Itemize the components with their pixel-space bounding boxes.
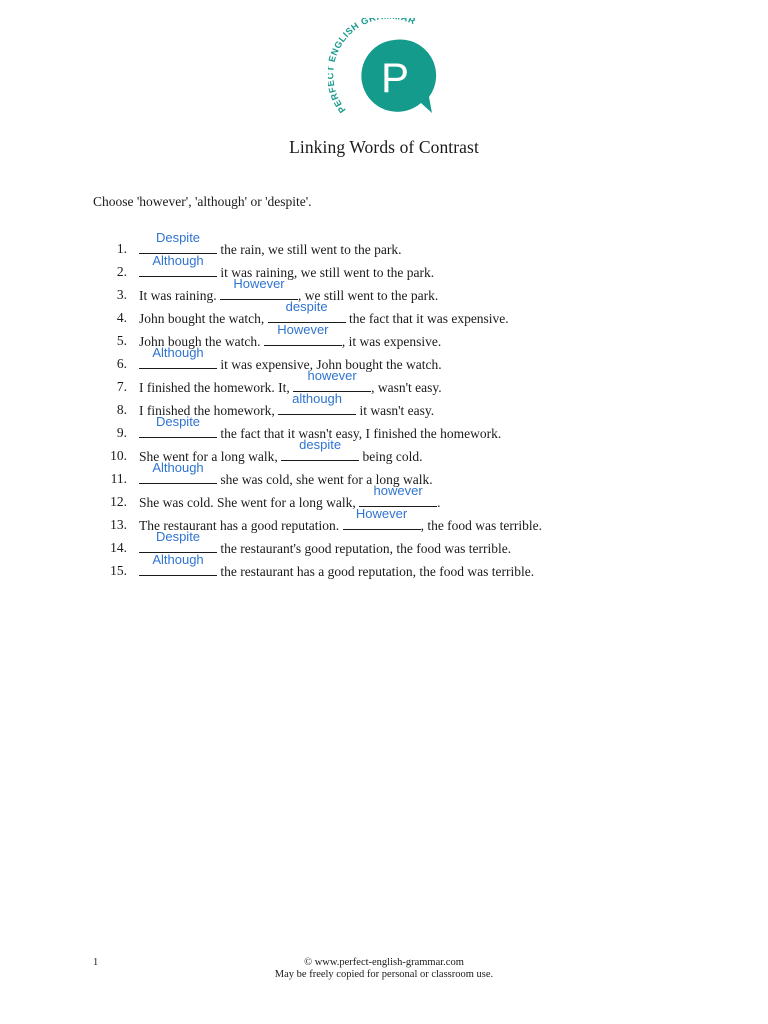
exercise-number: 1. [116,241,127,256]
answer-text: However [355,506,408,521]
sentence-after: . [437,495,441,510]
answer-text: Despite [155,414,201,429]
exercise-number: 3. [116,287,127,302]
exercise-number: 13. [110,517,127,532]
exercise-sentence [139,552,535,580]
logo-letter: P [380,54,410,101]
exercise-number: 6. [116,356,127,371]
answer-text: However [233,276,285,291]
sentence-before: John bough the watch. [139,334,264,349]
answer-text: Although [152,253,204,268]
sentence-before: It was raining. [139,288,220,303]
answer-text: Despite [155,529,201,544]
exercise-number: 2. [116,264,127,279]
sentence-after: it wasn't easy. [356,403,435,418]
sentence-after: , it was expensive. [341,334,442,349]
answer-text: despite [299,437,342,452]
sentence-after: the fact that it wasn't easy, I finished the homework. [217,426,502,441]
sentence-after: the restaurant's good reputation, the food was terrible. [217,541,512,556]
sentence-after: , the food was terrible. [420,518,543,533]
sentence-after: it was expensive, John bought the watch. [217,357,442,372]
exercise-number: 15. [110,563,127,578]
answer-blank[interactable] [139,253,217,277]
instructions: Choose 'however', 'although' or 'despite'. [93,194,312,209]
exercise-number: 9. [116,425,127,440]
answer-text: although [292,391,343,406]
answer-blank[interactable] [343,506,421,530]
exercise-number: 10. [110,448,127,463]
answer-blank[interactable] [278,391,356,415]
sentence-before: She went for a long walk, [139,449,282,464]
sentence-after: it was raining, we still went to the park. [217,265,435,280]
logo-ring-text: PER NGLISH GR R [328,18,418,115]
license-line: May be freely copied for personal or classroom use. [274,969,494,980]
sentence-before: John bought the watch, [139,311,268,326]
sentence-after: the fact that it was expensive. [345,311,509,326]
exercise-number: 14. [110,540,127,555]
answer-text: Despite [155,230,201,245]
sentence-after: being cold. [359,449,423,464]
answer-blank[interactable] [139,414,217,438]
sentence-after: the rain, we still went to the park. [217,242,402,257]
sentence-before: The restaurant has a good reputation. [139,518,343,533]
exercise-number: 7. [116,379,127,394]
sentence-before: She was cold. She went for a long walk, [139,495,360,510]
page-number: 1 [93,957,99,968]
answer-text: however [307,368,357,383]
exercise-number: 11. [110,471,127,486]
copyright-line: © www.perfect-english-grammar.com [304,957,464,968]
answer-text: Although [152,460,204,475]
answer-text: however [373,483,423,498]
sentence-before: I finished the homework. It, [139,380,294,395]
sentence-after: , wasn't easy. [371,380,442,395]
sentence-after: , we still went to the park. [297,288,439,303]
answer-blank[interactable] [139,460,217,484]
answer-text: despite [285,299,328,314]
sentence-after: the restaurant has a good reputation, the food was terrible. [217,564,535,579]
exercise-number: 8. [116,402,127,417]
brand-logo [328,18,440,122]
exercise-number: 4. [116,310,127,325]
answer-blank[interactable] [281,437,359,461]
exercise-number: 12. [110,494,127,509]
answer-text: Although [152,552,204,567]
exercise-number: 5. [116,333,127,348]
answer-blank[interactable] [264,322,342,346]
footer-copyright [0,957,768,981]
answer-text: However [277,322,329,337]
page-title: Linking Words of Contrast [289,137,479,157]
sentence-after: she was cold, she went for a long walk. [217,472,433,487]
answer-blank[interactable] [139,552,217,576]
sentence-before: I finished the homework, [139,403,279,418]
exercise-sentence [139,345,442,373]
answer-blank[interactable] [139,345,217,369]
answer-text: Although [152,345,204,360]
logo-icon [328,18,440,122]
